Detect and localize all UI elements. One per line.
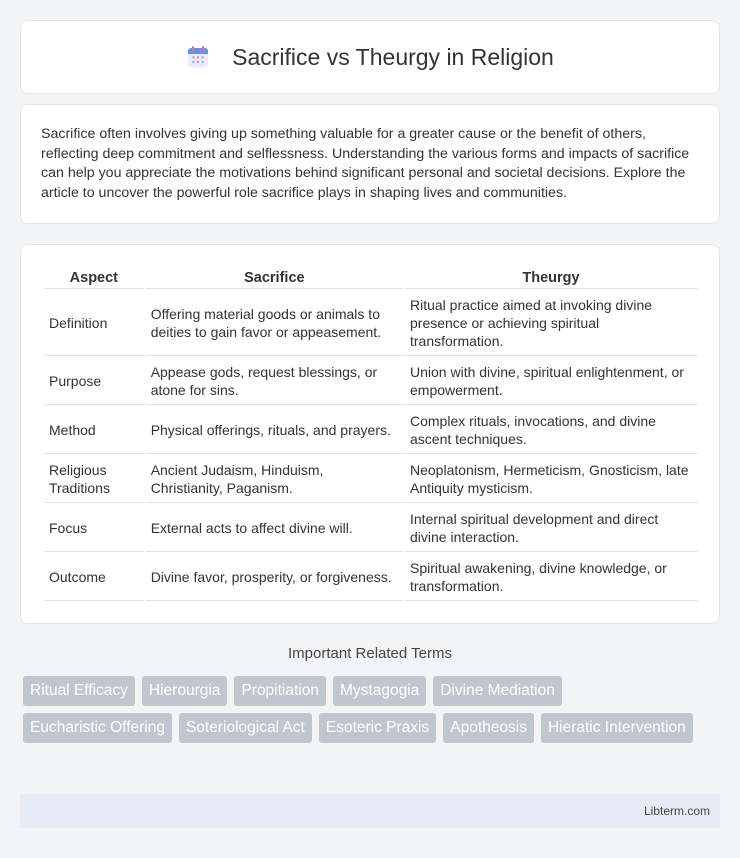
tag-hieratic-intervention[interactable]: Hieratic Intervention (541, 713, 693, 743)
table-row (44, 358, 697, 405)
table-cell: Spiritual awakening, divine knowledge, or transformation. (405, 554, 697, 601)
table-cell: Ancient Judaism, Hinduism, Christianity, Paganism. (146, 456, 403, 503)
table-cell: Ritual practice aimed at invoking divine presence or achieving spiritual transformation. (405, 291, 697, 356)
table-cell: Union with divine, spiritual enlightenment, or empowerment. (405, 358, 697, 405)
table-header-row (44, 267, 697, 289)
tag-apotheosis[interactable]: Apotheosis (443, 713, 534, 743)
related-terms-title: Important Related Terms (288, 645, 452, 662)
table-row (44, 554, 697, 601)
table-row (44, 291, 697, 356)
table-cell: Focus (44, 505, 144, 552)
calendar-icon (186, 45, 210, 69)
comparison-card (20, 244, 720, 624)
column-header-aspect: Aspect (44, 267, 144, 289)
table-cell: Definition (44, 291, 144, 356)
table-cell: Appease gods, request blessings, or atone for sins. (146, 358, 403, 405)
table-cell: Offering material goods or animals to deities to gain favor or appeasement. (146, 291, 403, 356)
intro-card (20, 104, 720, 224)
footer-brand[interactable]: Libterm.com (643, 804, 710, 818)
tag-ritual-efficacy[interactable]: Ritual Efficacy (23, 676, 135, 706)
tag-esoteric-praxis[interactable]: Esoteric Praxis (319, 713, 436, 743)
table-cell: Internal spiritual development and direct divine interaction. (405, 505, 697, 552)
table-cell: Complex rituals, invocations, and divine ascent techniques. (405, 407, 697, 454)
table-cell: Religious Traditions (44, 456, 144, 503)
tag-propitiation[interactable]: Propitiation (234, 676, 326, 706)
table-cell: Neoplatonism, Hermeticism, Gnosticism, late Antiquity mysticism. (405, 456, 697, 503)
table-cell: External acts to affect divine will. (146, 505, 403, 552)
table-cell: Outcome (44, 554, 144, 601)
intro-text: Sacrifice often involves giving up something valuable for a greater cause or the benefit of others, reflecting deep commitment and selflessness. Understanding the various forms and impacts of sacrifice can help you appreciate the motivations behind significant personal and societal decisions. Explore the article to uncover the powerful role sacrifice plays in shaping lives and communities. (41, 126, 690, 201)
comparison-table (42, 265, 699, 603)
page-title: Sacrifice vs Theurgy in Religion (232, 43, 554, 70)
table-cell: Method (44, 407, 144, 454)
related-terms-list (23, 676, 723, 750)
table-row (44, 407, 697, 454)
table-row (44, 505, 697, 552)
column-header-sacrifice: Sacrifice (146, 267, 403, 289)
table-cell: Divine favor, prosperity, or forgiveness. (146, 554, 403, 601)
tag-mystagogia[interactable]: Mystagogia (333, 676, 426, 706)
title-card (20, 20, 720, 94)
table-row (44, 456, 697, 503)
column-header-theurgy: Theurgy (405, 267, 697, 289)
table-cell: Purpose (44, 358, 144, 405)
footer (20, 794, 720, 828)
tag-hierourgia[interactable]: Hierourgia (142, 676, 228, 706)
tag-divine-mediation[interactable]: Divine Mediation (433, 676, 562, 706)
tag-eucharistic-offering[interactable]: Eucharistic Offering (23, 713, 172, 743)
tag-soteriological-act[interactable]: Soteriological Act (179, 713, 312, 743)
table-cell: Physical offerings, rituals, and prayers. (146, 407, 403, 454)
